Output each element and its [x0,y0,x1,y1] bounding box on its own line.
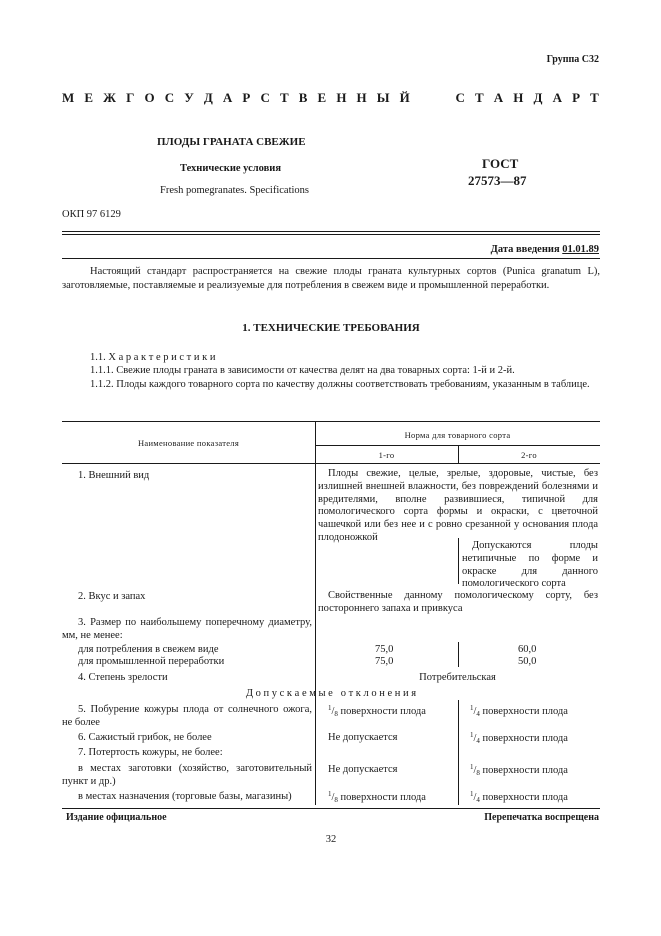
row3b-grade2: 50,0 [518,656,537,667]
row5-grade2-den: 4 [476,710,480,718]
row7b-label: в местах назначения (торговые базы, магазины) [78,791,292,802]
row7a-label: в местах заготовки (хозяйство, заготовительный пункт и др.) [62,763,312,788]
introduction-date [491,243,599,256]
row7b-grade2-num: 1 [470,790,474,798]
row7a-grade2-text: поверхности плода [482,765,568,776]
date-divider [62,258,600,259]
row3a-grade1: 75,0 [375,644,394,655]
page-number: 32 [325,834,337,845]
row5-grade2: $^1/_4$ поверхности плода [470,704,568,718]
row4-label: 4. Степень зрелости [78,672,168,683]
title-divider [62,231,600,232]
row1-grade2-extra: Допускаются плоды нетипичные по форме и окраске для данного помологического сорта [462,540,598,590]
row7b-grade2-den: 4 [476,796,480,804]
row7a-grade2: $^1/_8$ поверхности плода [470,763,568,777]
interstate-standard-banner: М Е Ж Г О С У Д А Р С Т В Е Н Н Ы Й С Т А Н Д А Р Т [62,90,600,105]
table-grade-divider-row3 [458,642,459,667]
row6-label: 6. Сажистый грибок, не более [78,732,212,743]
gost-label: ГОСТ [482,156,519,171]
row6-grade2-den: 4 [476,737,480,745]
row5-grade1-den: 8 [334,710,338,718]
row7a-grade1: Не допускается [328,764,398,775]
table-header-rule [62,463,600,464]
paragraph-1-1-1: 1.1.1. Свежие плоды граната в зависимости от качества делят на два товарных сорта: 1-й и 2-й. [90,365,515,376]
row3-label: 3. Размер по наибольшему поперечному диаметру, мм, не менее: [62,617,312,642]
row2-text: Свойственные данному помологическому сорту, без постороннего запаха и привкуса [318,590,598,614]
english-title: Fresh pomegranates. Specifications [160,185,309,196]
row5-grade1-num: 1 [328,704,332,712]
row6-grade2: $^1/_4$ поверхности плода [470,731,568,745]
row5-grade1-text: поверхности плода [340,706,426,717]
row7b-grade1-den: 8 [334,796,338,804]
section-heading: 1. ТЕХНИЧЕСКИЕ ТРЕБОВАНИЯ [242,322,420,334]
row7a-grade2-den: 8 [476,769,480,777]
date-value: 01.01.89 [562,244,599,255]
row5-label: 5. Побурение кожуры плода от солнечного ожога, не более [62,704,312,729]
row5-grade2-text: поверхности плода [482,706,568,717]
title-divider-2 [62,234,600,235]
col-grade2-header: 2-го [521,450,537,460]
row7a-grade2-num: 1 [470,763,474,771]
row6-grade2-num: 1 [470,731,474,739]
row7b-grade2: $^1/_4$ поверхности плода [470,790,568,804]
row3a-grade2: 60,0 [518,644,537,655]
row6-grade2-text: поверхности плода [482,733,568,744]
table-grade-divider-row1 [458,538,459,584]
group-code: Группа С32 [546,54,599,65]
table-top-rule [62,421,600,422]
deviations-heading: Д о п у с к а е м ы е о т к л о н е н и я [245,688,417,699]
row3b-label: для промышленной переработки [78,656,225,667]
row1-label: 1. Внешний вид [78,470,150,481]
row7b-grade1: $^1/_8$ поверхности плода [328,790,426,804]
footer-official-edition: Издание официальное [66,812,167,823]
col-grade1-header: 1-го [378,450,395,460]
row7b-grade1-num: 1 [328,790,332,798]
document-title: ПЛОДЫ ГРАНАТА СВЕЖИЕ [157,136,306,148]
col-norm-header: Норма для товарного сорта [404,430,511,440]
row2-label: 2. Вкус и запах [78,591,146,602]
row7-label: 7. Потертость кожуры, не более: [78,747,223,758]
row1-text: Плоды свежие, целые, зрелые, здоровые, чистые, без излишней внешней влажности, без повреждений болезнями и вредителями, вполне развившиеся, типичной для помологического сорта формы и окраски, с цветочной чашечкой или без нее и с ровно срезанной у основания плода плодоножкой [318,468,598,543]
col-indicator-header: Наименование показателя [137,438,240,448]
row7b-grade2-text: поверхности плода [482,792,568,803]
row5-grade1: $^1/_8$ поверхности плода [328,704,426,718]
paragraph-1-1: 1.1. Х а р а к т е р и с т и к и [90,352,216,363]
document-subtitle: Технические условия [180,163,282,174]
okp-code: ОКП 97 6129 [62,209,121,220]
table-grade-divider-deviations [458,700,459,805]
row6-grade1: Не допускается [328,732,398,743]
gost-number: 27573—87 [468,173,527,188]
footer-reprint-prohibited: Перепечатка воспрещена [484,812,599,823]
intro-paragraph: Настоящий стандарт распространяется на свежие плоды граната культурных сортов (Punica granatum L), заготовляемые, поставляемые и реализуемые для потребления в свежем виде и промышленной переработки. [62,266,600,291]
row5-grade2-num: 1 [470,704,474,712]
table-col-divider [315,421,316,805]
row4-text: Потребительская [419,672,496,683]
row7b-grade1-text: поверхности плода [340,792,426,803]
row3a-label: для потребления в свежем виде [78,644,219,655]
date-label: Дата введения [490,244,560,255]
row3b-grade1: 75,0 [375,656,394,667]
table-bottom-rule [62,808,600,809]
paragraph-1-1-2: 1.1.2. Плоды каждого товарного сорта по качеству должны соответствовать требованиям, указанным в таблице. [90,379,590,390]
